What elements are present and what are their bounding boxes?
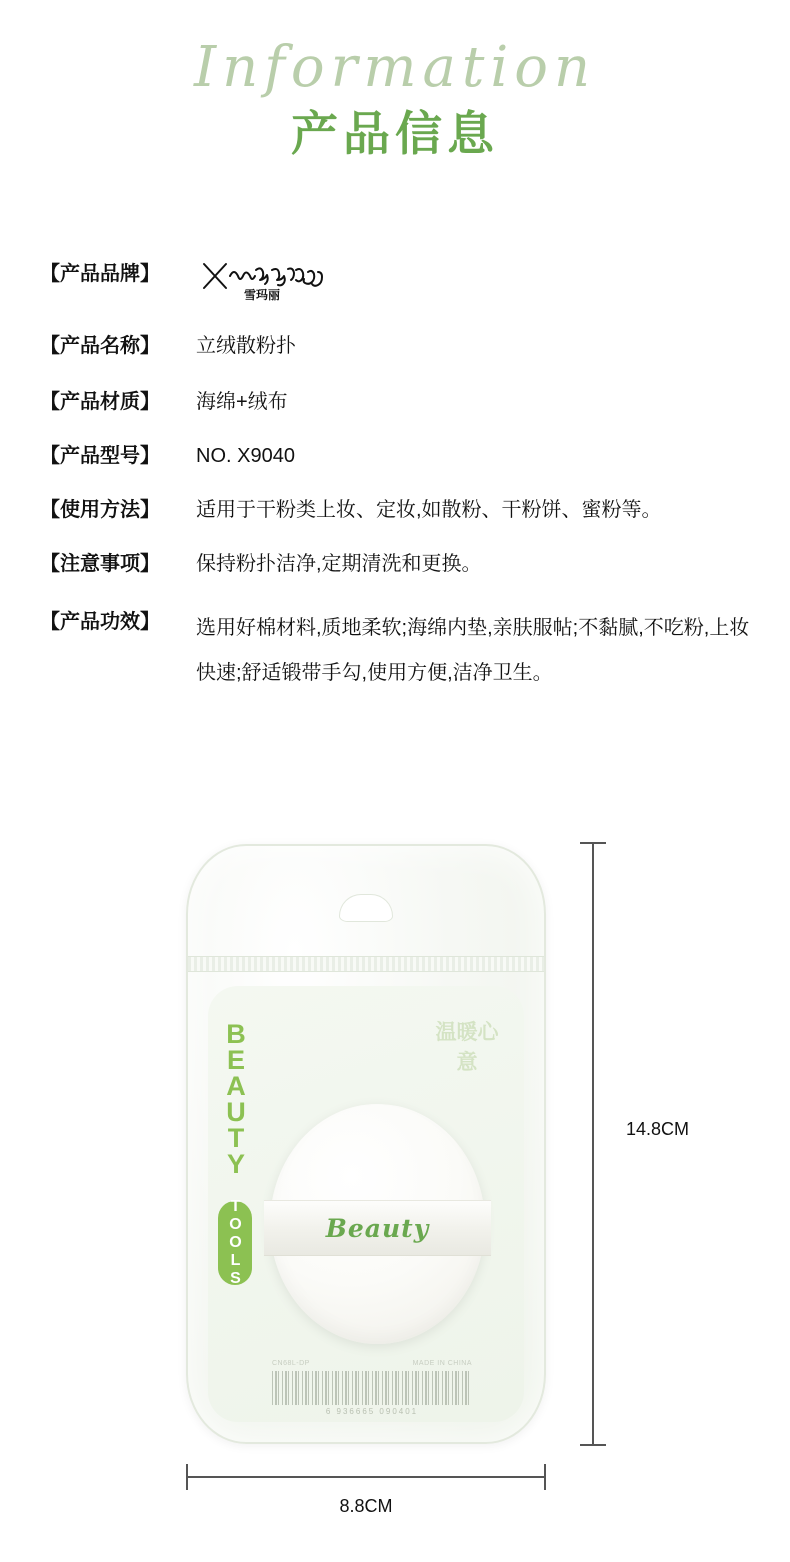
puff-band-label: Beauty bbox=[325, 1213, 430, 1243]
zipper-strip bbox=[188, 956, 544, 972]
brand-char-2: A bbox=[226, 1071, 246, 1101]
info-value-name: 立绒散粉扑 bbox=[196, 335, 296, 357]
info-label-brand: 【产品品牌】 bbox=[40, 263, 160, 285]
info-row-name bbox=[40, 330, 760, 362]
info-label-notice: 【注意事项】 bbox=[40, 553, 160, 575]
xuemary-brand-logo bbox=[200, 258, 330, 302]
tools-pill-badge bbox=[218, 1198, 252, 1288]
info-value-benefit: 选用好棉材料,质地柔软;海绵内垫,亲肤服帖;不黏腻,不吃粉,上妆快速;舒适锻带手勾,使用方便,洁净卫生。 bbox=[196, 617, 750, 684]
info-value-material: 海绵+绒布 bbox=[196, 391, 288, 413]
warm-wishes-stamp: 温暖心意 bbox=[435, 1021, 499, 1074]
brand-char-1: E bbox=[226, 1045, 245, 1075]
info-row-model bbox=[40, 440, 760, 472]
puff-ribbon-band bbox=[264, 1200, 491, 1256]
info-row-usage bbox=[40, 494, 760, 526]
product-package bbox=[186, 844, 546, 1444]
barcode-left-text: CN68L-DP bbox=[272, 1360, 310, 1367]
brand-char-3: U bbox=[226, 1097, 246, 1127]
height-dimension-label: 14.8CM bbox=[626, 1119, 690, 1139]
info-row-material bbox=[40, 386, 760, 418]
header-script-title: Information bbox=[193, 35, 597, 100]
brand-char-5: Y bbox=[226, 1149, 245, 1179]
info-value-model: NO. X9040 bbox=[196, 445, 295, 467]
hang-hole-icon bbox=[339, 894, 393, 922]
info-label-model: 【产品型号】 bbox=[40, 445, 160, 467]
info-label-material: 【产品材质】 bbox=[40, 391, 160, 413]
info-value-usage: 适用于干粉类上妆、定妆,如散粉、干粉饼、蜜粉等。 bbox=[196, 499, 662, 521]
info-row-notice bbox=[40, 548, 760, 580]
tools-pill-label: TOOLS bbox=[227, 1198, 244, 1288]
info-label-name: 【产品名称】 bbox=[40, 335, 160, 357]
info-row-benefit bbox=[40, 606, 760, 696]
barcode-bars bbox=[272, 1371, 472, 1405]
product-info-list bbox=[40, 258, 760, 718]
powder-puff bbox=[270, 1104, 485, 1344]
height-dimension-line bbox=[592, 842, 594, 1446]
info-label-benefit: 【产品功效】 bbox=[40, 611, 160, 633]
page-header bbox=[0, 35, 790, 162]
info-value-brand bbox=[190, 258, 760, 312]
info-value-notice: 保持粉扑洁净,定期清洗和更换。 bbox=[196, 553, 482, 575]
brand-char-4: T bbox=[227, 1123, 245, 1153]
svg-text:雪玛丽: 雪玛丽 bbox=[244, 288, 281, 302]
barcode-caption-line bbox=[272, 1360, 472, 1367]
page-title: 产品信息 bbox=[291, 107, 499, 160]
vertical-brand-text bbox=[216, 1021, 256, 1177]
barcode-number: 6 936665 090401 bbox=[325, 1407, 419, 1416]
width-dimension-line bbox=[186, 1476, 546, 1478]
product-photo-area bbox=[0, 832, 790, 1532]
info-label-usage: 【使用方法】 bbox=[40, 499, 160, 521]
width-dimension-label: 8.8CM bbox=[339, 1496, 393, 1516]
barcode-block bbox=[272, 1360, 472, 1416]
info-row-brand bbox=[40, 258, 760, 312]
brand-char-0: B bbox=[226, 1019, 246, 1049]
barcode-right-text: MADE IN CHINA bbox=[412, 1360, 472, 1367]
